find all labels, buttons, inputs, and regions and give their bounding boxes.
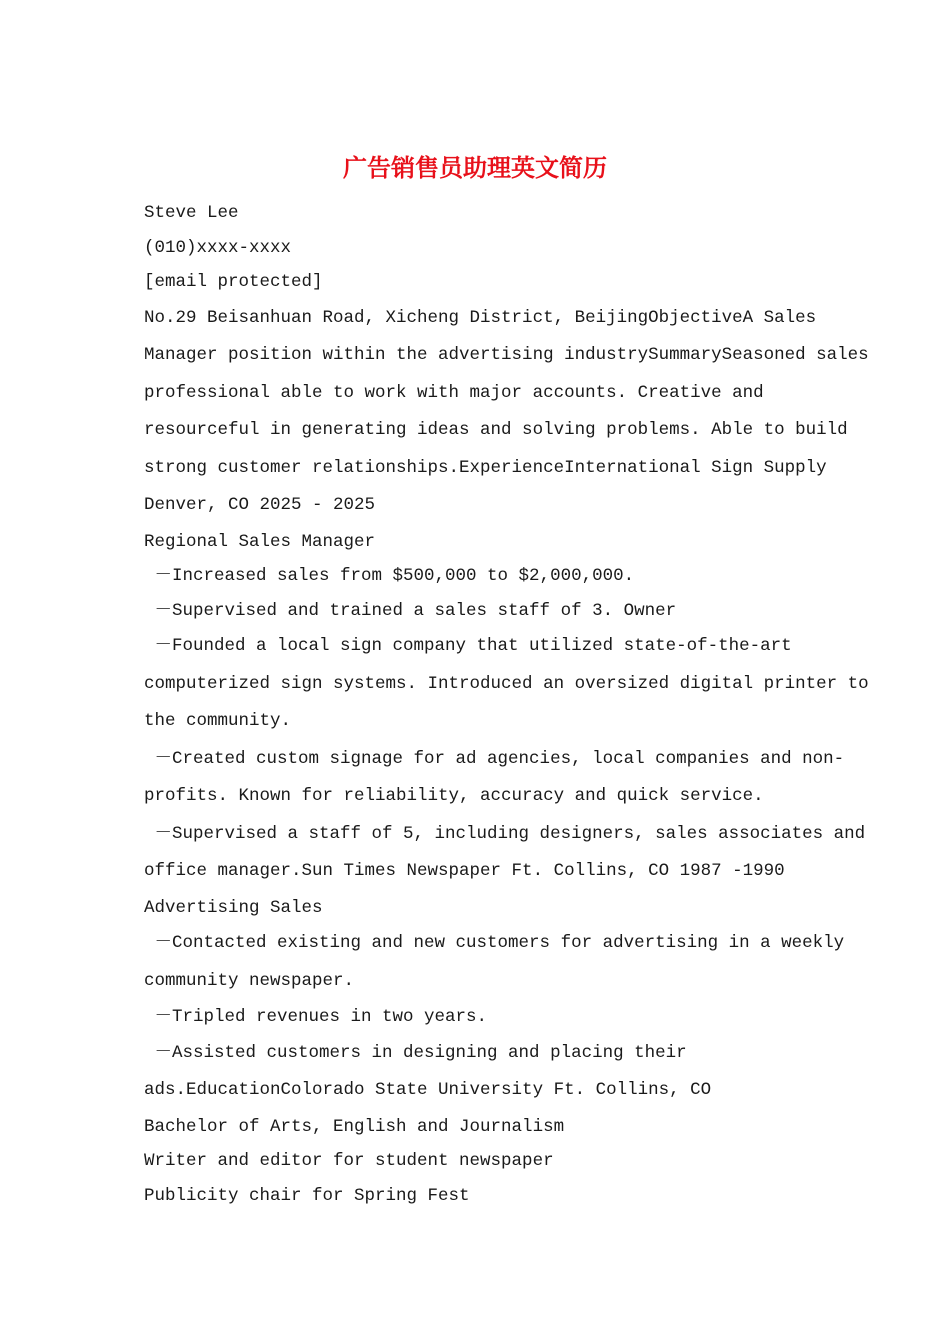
text-line: －Supervised and trained a sales staff of 3. Owner: [144, 600, 677, 621]
text-line: Manager position within the advertising industrySummarySeasoned sales: [144, 345, 869, 365]
bullet-increased-sales: [144, 559, 816, 594]
text-line: －Created custom signage for ad agencies, local companies and non-: [144, 748, 845, 769]
text-line: Denver, CO 2025 - 2025: [144, 495, 376, 515]
degree: Bachelor of Arts, English and Journalism: [144, 1116, 565, 1137]
text-line: －Contacted existing and new customers for advertising in a weekly: [144, 933, 845, 953]
text-line: the community.: [144, 711, 292, 731]
text-line: No.29 Beisanhuan Road, Xicheng District, BeijingObjectiveA Sales: [144, 307, 817, 328]
applicant-name: Steve Lee: [144, 203, 239, 223]
text-line: －Supervised a staff of 5, including designers, sales associates and: [144, 823, 866, 844]
text-line: profits. Known for reliability, accuracy and quick service.: [144, 786, 764, 806]
bullet-founded-company: [144, 628, 869, 741]
resume-body: [144, 196, 869, 1213]
bullet-supervised-staff-3: [144, 594, 816, 629]
bullet-supervised-staff-5: [144, 816, 866, 891]
text-line: strong customer relationships.ExperienceInternational Sign Supply: [144, 457, 827, 478]
phone-number: (010)xxxx-xxxx: [144, 237, 292, 258]
text-line: computerized sign systems. Introduced an oversized digital printer to: [144, 673, 869, 694]
text-line: －Founded a local sign company that utilized state-of-the-art: [144, 636, 792, 656]
email-address: [email protected]: [144, 272, 323, 292]
text-line: －Increased sales from $500,000 to $2,000,000.: [144, 566, 635, 586]
activity-spring-fest: Publicity chair for Spring Fest: [144, 1185, 470, 1206]
bullet-created-signage: [144, 741, 845, 816]
bullet-assisted-customers: [144, 1035, 816, 1110]
job-title-advertising-sales: Advertising Sales: [144, 897, 323, 918]
activity-student-newspaper: Writer and editor for student newspaper: [144, 1151, 554, 1171]
document-title: 广告销售员助理英文简历: [343, 153, 607, 182]
job-title-regional-sales-manager: Regional Sales Manager: [144, 531, 376, 552]
text-line: －Assisted customers in designing and placing their: [144, 1042, 687, 1063]
text-line: ads.EducationColorado State University Ft. Collins, CO: [144, 1080, 712, 1100]
bullet-contacted-customers: [144, 925, 845, 1000]
text-line: resourceful in generating ideas and solving problems. Able to build: [144, 420, 848, 440]
text-line: office manager.Sun Times Newspaper Ft. Collins, CO 1987 -1990: [144, 861, 785, 881]
bullet-tripled-revenues: [144, 1000, 816, 1035]
address-objective-summary-paragraph: [144, 300, 869, 525]
text-line: community newspaper.: [144, 970, 355, 991]
text-line: professional able to work with major accounts. Creative and: [144, 382, 764, 403]
text-line: －Tripled revenues in two years.: [144, 1007, 488, 1027]
